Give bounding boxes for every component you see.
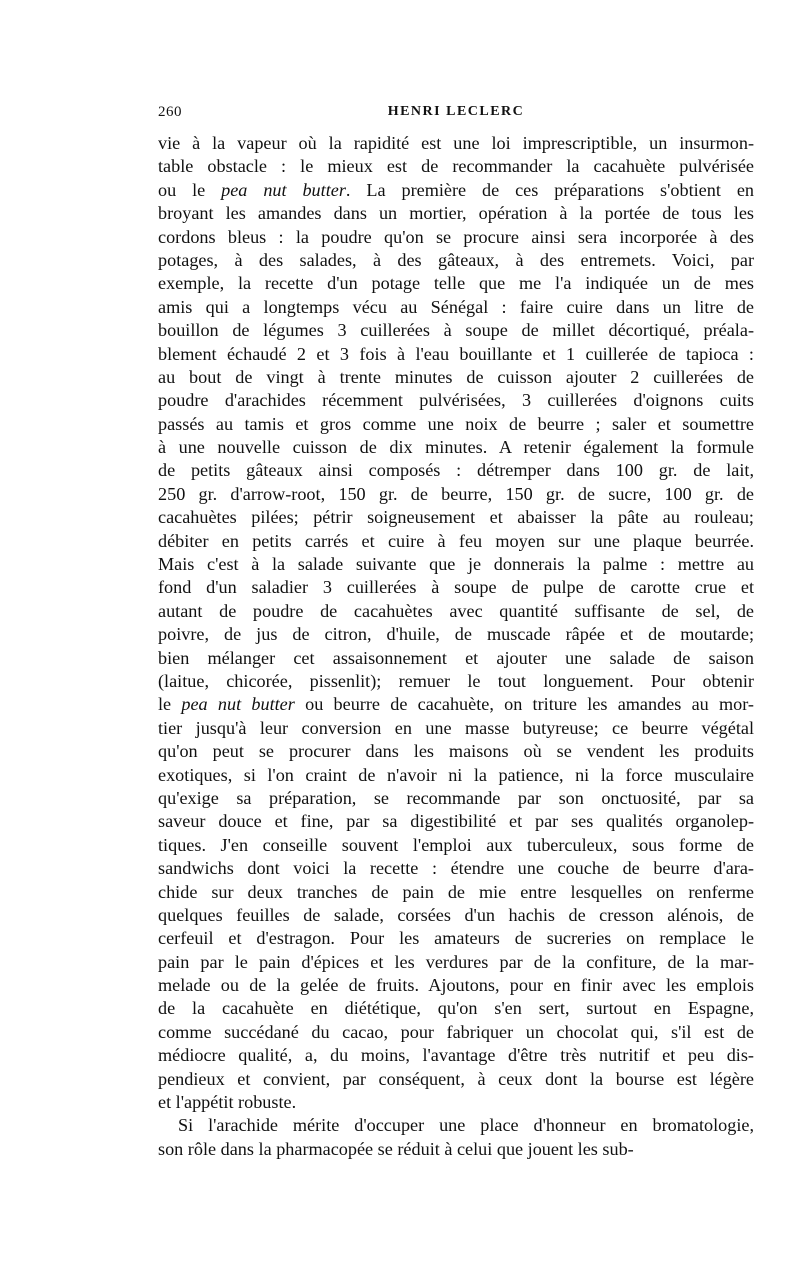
text-line: au bout de vingt à trente minutes de cuisson ajouter 2 cuillerées de — [158, 366, 754, 387]
text-line: cerfeuil et d'estragon. Pour les amateurs de sucreries on remplace le — [158, 928, 754, 949]
text-line: 250 gr. d'arrow-root, 150 gr. de beurre, 150 gr. de sucre, 100 gr. de — [158, 483, 754, 504]
text-line: amis qui a longtemps vécu au Sénégal : faire cuire dans un litre de — [158, 296, 754, 317]
text-line: sandwichs dont voici la recette : étendre une couche de beurre d'ara- — [158, 858, 754, 879]
text-line: cacahuètes pilées; pétrir soigneusement et abaisser la pâte au rouleau; — [158, 507, 754, 528]
text-line: de petits gâteaux ainsi composés : détremper dans 100 gr. de lait, — [158, 460, 754, 481]
text-line: melade ou de la gelée de fruits. Ajoutons, pour en finir avec les emplois — [158, 975, 754, 996]
italic-term: pea nut butter — [181, 694, 295, 715]
text-line: table obstacle : le mieux est de recommander la cacahuète pulvérisée — [158, 156, 754, 177]
running-head — [158, 100, 754, 130]
text-line: qu'on peut se procurer dans les maisons où se vendent les produits — [158, 741, 754, 762]
text-line: tiques. J'en conseille souvent l'emploi aux tuberculeux, sous forme de — [158, 834, 754, 855]
text-line: exotiques, si l'on craint de n'avoir ni la patience, ni la force musculaire — [158, 764, 754, 785]
text-segment: ou beurre de cacahuète, on triture les amandes au mor- — [294, 694, 754, 715]
running-title: HENRI LECLERC — [387, 104, 525, 119]
text-line: Si l'arachide mérite d'occuper une place d'honneur en bromatologie, — [178, 1115, 754, 1136]
text-line: à une nouvelle cuisson de dix minutes. A retenir également la formule — [158, 437, 754, 458]
text-line: bouillon de légumes 3 cuillerées à soupe de millet décortiqué, préala- — [158, 320, 754, 341]
text-line: vie à la vapeur où la rapidité est une loi imprescriptible, un insurmon- — [158, 133, 754, 153]
text-line: poudre d'arachides récemment pulvérisées, 3 cuillerées d'oignons cuits — [158, 390, 754, 411]
text-line: Mais c'est à la salade suivante que je donnerais la palme : mettre au — [158, 554, 754, 575]
text-line: saveur douce et fine, par sa digestibilité et par ses qualités organolep- — [158, 811, 754, 832]
page-number: 260 — [158, 104, 182, 120]
text-line: comme succédané du cacao, pour fabriquer un chocolat qui, s'il est de — [158, 1021, 754, 1042]
text-line: pendieux et convient, par conséquent, à ceux dont la bourse est légère — [158, 1068, 754, 1089]
text-line: (laitue, chicorée, pissenlit); remuer le tout longuement. Pour obtenir — [158, 670, 754, 691]
text-line: blement échaudé 2 et 3 fois à l'eau bouillante et 1 cuillerée de tapioca : — [158, 343, 754, 364]
body-text — [158, 132, 754, 1161]
paragraph-2 — [158, 1114, 754, 1161]
text-line: médiocre qualité, a, du moins, l'avantage d'être très nutritif et peu dis- — [158, 1045, 754, 1066]
text-line: et l'appétit robuste. — [158, 1092, 297, 1113]
text-line — [158, 693, 754, 716]
text-segment: le — [158, 694, 182, 715]
text-line: fond d'un saladier 3 cuillerées à soupe de pulpe de carotte crue et — [158, 577, 754, 598]
text-line: passés au tamis et gros comme une noix de beurre ; saler et soumettre — [158, 413, 754, 434]
text-line: qu'exige sa préparation, se recommande par son onctuosité, par sa — [158, 787, 754, 808]
text-line: son rôle dans la pharmacopée se réduit à celui que jouent les sub- — [158, 1138, 634, 1159]
text-line: quelques feuilles de salade, corsées d'un hachis de cresson alénois, de — [158, 904, 754, 925]
text-line: autant de poudre de cacahuètes avec quantité suffisante de sel, de — [158, 600, 754, 621]
text-line: poivre, de jus de citron, d'huile, de muscade râpée et de moutarde; — [158, 624, 754, 645]
text-line: broyant les amandes dans un mortier, opération à la portée de tous les — [158, 203, 754, 224]
text-line: de la cacahuète en diététique, qu'on s'en sert, surtout en Espagne, — [158, 998, 754, 1019]
book-page — [158, 100, 754, 1161]
italic-term: pea nut butter — [221, 179, 346, 200]
text-segment: . La première de ces préparations s'obtient en — [345, 179, 754, 200]
text-line: bien mélanger cet assaisonnement et ajouter une salade de saison — [158, 647, 754, 668]
text-line: pain par le pain d'épices et les verdures par de la confiture, de la mar- — [158, 951, 754, 972]
paragraph-1 — [158, 132, 754, 1114]
text-line: cordons bleus : la poudre qu'on se procure ainsi sera incorporée à des — [158, 226, 754, 247]
text-line — [158, 179, 754, 202]
text-segment: ou le — [158, 179, 222, 200]
text-line: potages, à des salades, à des gâteaux, à des entremets. Voici, par — [158, 249, 754, 270]
text-line: tier jusqu'à leur conversion en une masse butyreuse; ce beurre végétal — [158, 717, 754, 738]
text-line: exemple, la recette d'un potage telle que me l'a indiquée un de mes — [158, 273, 754, 294]
text-line: chide sur deux tranches de pain de mie entre lesquelles on renferme — [158, 881, 754, 902]
text-line: débiter en petits carrés et cuire à feu moyen sur une plaque beurrée. — [158, 530, 754, 551]
